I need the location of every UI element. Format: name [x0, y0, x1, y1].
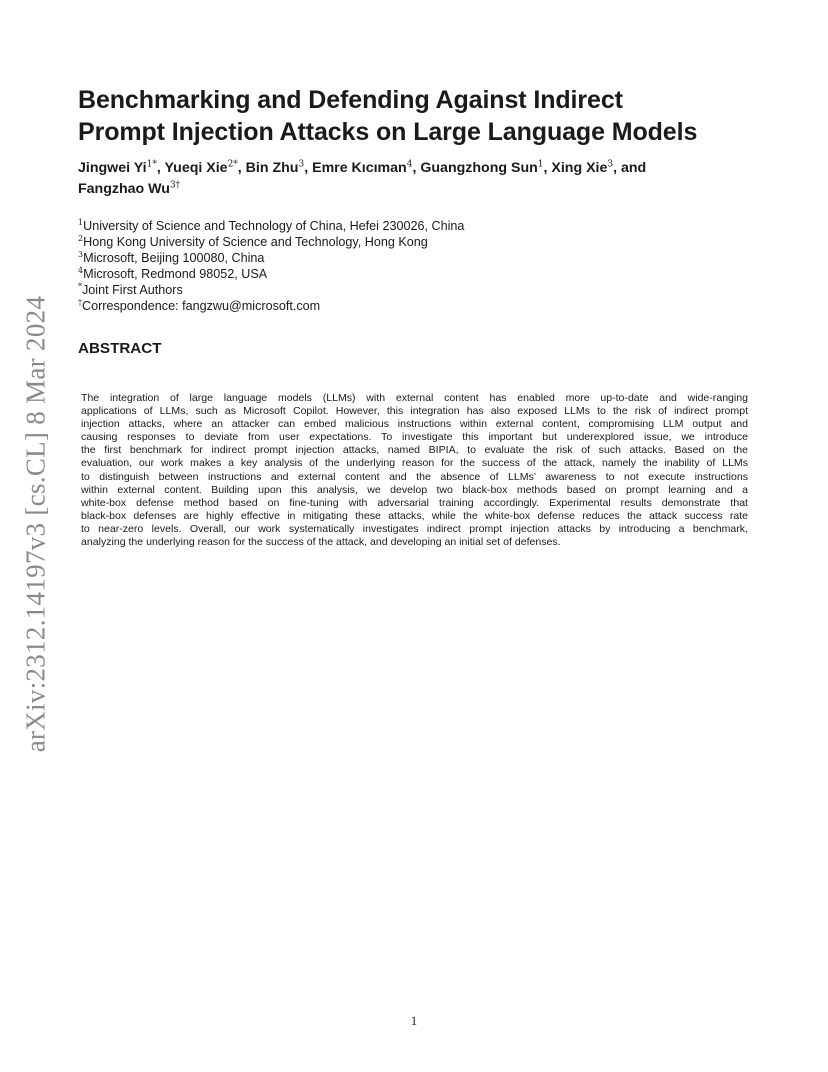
affiliation-text: Correspondence: fangzwu@microsoft.com: [82, 299, 321, 313]
affiliation-item: [78, 250, 678, 266]
affiliation-mark: 2: [78, 233, 84, 243]
abstract-line: the first benchmark for indirect prompt injection attacks, named BIPIA, to evaluate the risk of such attacks. Based on the: [81, 444, 748, 457]
affiliation-text: Microsoft, Redmond 98052, USA: [83, 267, 268, 281]
page-number: 1: [410, 1014, 418, 1028]
paper-title-line-2: Prompt Injection Attacks on Large Language Models: [78, 118, 698, 146]
affiliation-mark: 1: [78, 217, 84, 227]
author-name: , Bin Zhu: [237, 160, 299, 176]
abstract-line: applications of LLMs, such as Microsoft Copilot. However, this integration has also exposed LLMs to the risk of indirect prompt: [81, 405, 748, 418]
affiliation-item: [78, 234, 678, 250]
paper-title-line-1: Benchmarking and Defending Against Indirect: [78, 86, 623, 114]
author-affiliation-mark: 3: [607, 159, 614, 170]
affiliation-text: Hong Kong University of Science and Technology, Hong Kong: [83, 235, 428, 249]
abstract-line: to near-zero levels. Overall, our work systematically investigates indirect prompt injection attacks by introducing a benchmark,: [81, 522, 748, 535]
affiliation-mark: *: [78, 281, 82, 291]
affiliation-item: [78, 298, 678, 314]
abstract-line: evaluation, our work makes a key analysis of the underlying reason for the success of the attack, namely the inability of LLMs: [81, 457, 748, 470]
affiliation-mark: †: [78, 297, 82, 307]
affiliation-text: Joint First Authors: [82, 283, 183, 297]
affiliation-text: University of Science and Technology of China, Hefei 230026, China: [83, 219, 465, 233]
author-affiliation-mark: 4: [406, 159, 413, 170]
author-name: , Guangzhong Sun: [412, 160, 538, 176]
author-list: [78, 158, 778, 200]
arxiv-identifier: arXiv:2312.14197v3 [cs.CL] 8 Mar 2024: [20, 295, 51, 753]
author-name: Jingwei Yi: [78, 160, 147, 176]
author-affiliation-mark: 3: [298, 159, 305, 170]
abstract-line: within external content. Building upon this analysis, we develop two black-box methods based on prompt learning and a: [81, 483, 748, 496]
abstract-line: causing responses to deviate from user expectations. To investigate this important but underexplored issue, we introduce: [81, 431, 748, 444]
abstract-line: white-box defense method based on fine-tuning with adversarial training accordingly. Experimental results demonstrate that: [81, 496, 748, 509]
abstract-line: analyzing the underlying reason for the success of the attack, and developing an initial set of defenses.: [81, 536, 561, 549]
abstract-line: The integration of large language models (LLMs) with external content has enabled more up-to-date and wide-ranging: [81, 392, 748, 404]
affiliation-text: Microsoft, Beijing 100080, China: [83, 251, 265, 265]
author-name: , Yueqi Xie: [156, 160, 228, 176]
author-line-1: [78, 158, 778, 179]
author-affiliation-mark: 3†: [169, 180, 181, 191]
author-affiliation-mark: 1: [537, 159, 544, 170]
author-conjunction: , and: [613, 160, 647, 176]
author-line-2: [78, 179, 778, 200]
abstract-line: injection attacks, where an attacker can embed malicious instructions within external content, compromising LLM output and: [81, 418, 748, 431]
author-name: , Xing Xie: [543, 160, 608, 176]
abstract-line: to distinguish between instructions and external content and the absence of LLMs’ awareness to not execute instructions: [81, 470, 748, 483]
affiliation-item: [78, 282, 678, 298]
affiliation-mark: 4: [78, 265, 84, 275]
abstract-heading: ABSTRACT: [78, 340, 162, 357]
affiliation-mark: 3: [78, 249, 84, 259]
author-affiliation-mark: 1*: [146, 159, 157, 170]
paper-title: [78, 84, 778, 148]
affiliation-item: [78, 266, 678, 282]
abstract-body: [81, 392, 748, 549]
author-name: , Emre Kıcıman: [304, 160, 407, 176]
author-name: Fangzhao Wu: [78, 181, 170, 197]
abstract-line: black-box defenses are highly effective in mitigating these attacks, while the white-box defense reduces the attack success rate: [81, 509, 748, 522]
affiliation-item: [78, 218, 678, 234]
affiliation-list: [78, 218, 678, 314]
author-affiliation-mark: 2*: [227, 159, 238, 170]
